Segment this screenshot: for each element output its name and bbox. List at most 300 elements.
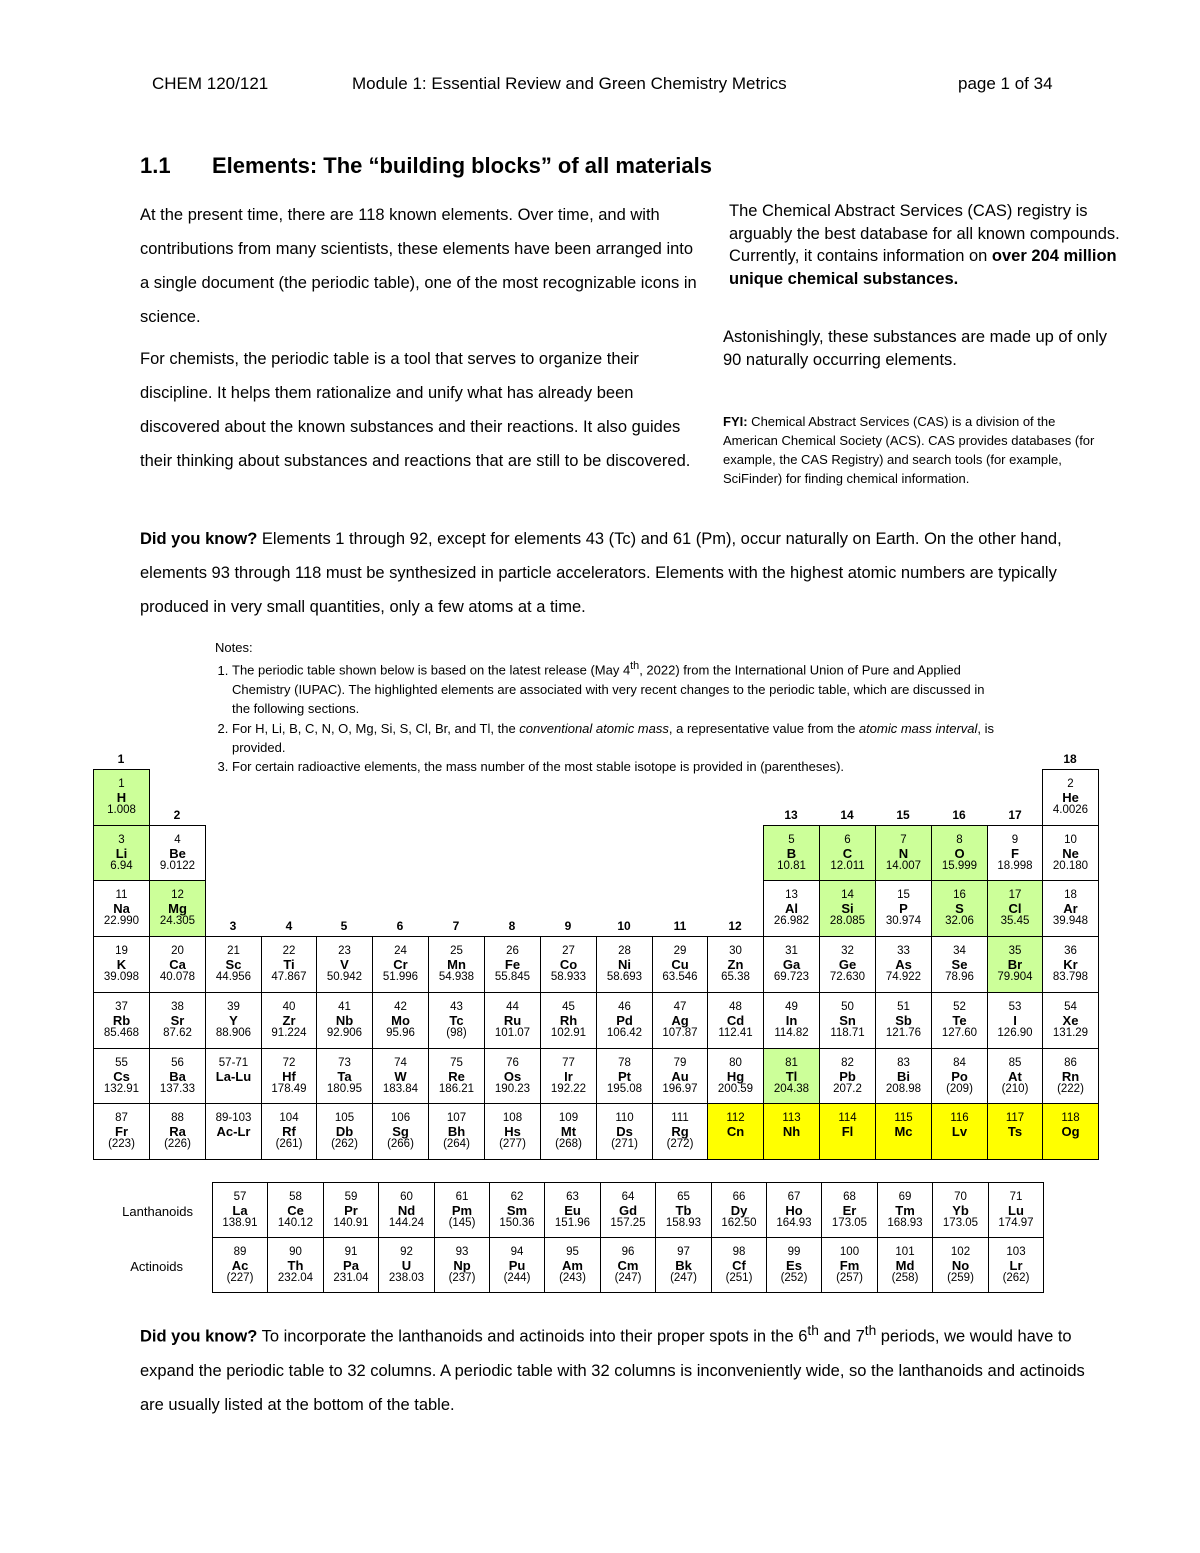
symbol: Rg <box>671 1124 689 1139</box>
element-ts <box>987 1103 1043 1160</box>
atomic-mass: 118.71 <box>830 1027 865 1039</box>
atomic-mass: (261) <box>275 1138 303 1150</box>
element-pa <box>323 1237 379 1293</box>
atomic-mass: 32.06 <box>945 915 974 927</box>
element-cr <box>372 936 429 993</box>
atomic-mass: 164.93 <box>776 1216 812 1229</box>
atomic-number: 14 <box>841 889 854 901</box>
atomic-number: 47 <box>673 1001 687 1013</box>
dyk1-label: Did you know? <box>140 530 258 548</box>
fyi-label: FYI: <box>723 414 748 429</box>
note-2-italic-2: atomic mass interval <box>858 720 978 736</box>
atomic-mass: (210) <box>1001 1082 1029 1095</box>
atomic-number: 91 <box>344 1245 358 1258</box>
atomic-number: 112 <box>726 1112 745 1124</box>
symbol: Dy <box>730 1202 748 1218</box>
atomic-mass: 28.085 <box>829 915 866 927</box>
atomic-number: 101 <box>895 1245 915 1258</box>
symbol: S <box>955 901 964 916</box>
element-at <box>987 1048 1043 1104</box>
atomic-number: 30 <box>729 945 742 957</box>
element-ga <box>763 936 820 993</box>
atomic-mass: 39.948 <box>1052 915 1089 927</box>
element-lu <box>988 1182 1044 1238</box>
symbol: Rf <box>282 1124 296 1139</box>
element-mc <box>875 1103 932 1160</box>
symbol: Ru <box>503 1013 522 1028</box>
atomic-mass: 6.94 <box>110 859 133 872</box>
atomic-mass: (209) <box>946 1082 973 1095</box>
element-lr <box>988 1237 1044 1293</box>
symbol: Bi <box>897 1068 910 1084</box>
element-ni <box>596 936 653 993</box>
atomic-mass: 9.0122 <box>159 859 196 872</box>
atomic-mass: 15.999 <box>941 859 978 872</box>
symbol: Ce <box>287 1202 304 1218</box>
atomic-number: 8 <box>956 833 963 846</box>
atomic-number: 71 <box>1009 1190 1023 1203</box>
atomic-number: 24 <box>394 945 407 957</box>
atomic-mass: 173.05 <box>942 1216 979 1229</box>
intro-paragraph: At the present time, there are 118 known elements. Over time, and with contributions from many scientists, these elements have been arranged into a single document (the periodic table), one of the most recognizable icons in science. <box>140 206 697 326</box>
symbol: Es <box>786 1257 802 1273</box>
atomic-mass: 137.33 <box>159 1082 196 1095</box>
symbol: Na <box>113 901 130 916</box>
atomic-mass <box>206 1138 261 1151</box>
element-al <box>763 880 820 937</box>
atomic-number: 41 <box>338 1001 351 1013</box>
atomic-number: 110 <box>615 1112 634 1124</box>
atomic-mass: 55.845 <box>494 971 531 983</box>
symbol: W <box>394 1068 407 1084</box>
atomic-number: 2 <box>1067 778 1074 790</box>
atomic-number: 64 <box>621 1190 635 1203</box>
element-am <box>544 1237 601 1293</box>
element-la-lu <box>205 1048 262 1104</box>
symbol: In <box>785 1013 798 1028</box>
atomic-mass: (222) <box>1057 1082 1084 1095</box>
atomic-mass: 107.87 <box>662 1027 698 1039</box>
element-fe <box>484 936 541 993</box>
atomic-mass: 92.906 <box>326 1027 363 1039</box>
element-ba <box>149 1048 206 1104</box>
atomic-number: 61 <box>455 1190 469 1203</box>
group-label-12: 12 <box>728 919 742 933</box>
atomic-number: 25 <box>450 945 463 957</box>
atomic-number: 74 <box>394 1056 407 1069</box>
symbol: Li <box>115 845 128 861</box>
atomic-number: 66 <box>732 1190 746 1203</box>
atomic-number: 60 <box>400 1190 413 1203</box>
atomic-number: 37 <box>115 1001 128 1013</box>
symbol: Sn <box>839 1013 856 1028</box>
atomic-mass: (262) <box>331 1138 358 1150</box>
element-pm <box>434 1182 490 1238</box>
symbol: Db <box>335 1124 354 1139</box>
atomic-number: 39 <box>227 1001 240 1013</box>
atomic-number: 106 <box>390 1112 411 1124</box>
atomic-number: 95 <box>566 1245 579 1258</box>
element-sr <box>149 992 206 1049</box>
atomic-number: 13 <box>785 889 798 901</box>
element-fm <box>821 1237 878 1293</box>
symbol: Bk <box>675 1257 692 1273</box>
element-nd <box>378 1182 435 1238</box>
symbol: Sm <box>506 1202 528 1218</box>
group-label-9: 9 <box>564 919 572 933</box>
note-1-text-b: , 2022) from the International Union of Pure and Applied Chemistry (IUPAC). The highlighted elements are associated with very recent changes to the periodic table, which are discussed in the following sections. <box>232 662 985 717</box>
element-ne <box>1042 825 1099 881</box>
symbol: Lu <box>1008 1202 1024 1218</box>
atomic-number: 1 <box>118 778 125 790</box>
element-rf <box>261 1103 317 1160</box>
group-label-10: 10 <box>617 919 631 933</box>
element-kr <box>1042 936 1099 993</box>
symbol: Tl <box>785 1068 798 1084</box>
atomic-number: 118 <box>1061 1112 1080 1124</box>
atomic-number: 84 <box>953 1056 966 1069</box>
group-label-4: 4 <box>285 919 293 933</box>
symbol: Xe <box>1062 1013 1079 1028</box>
atomic-number: 4 <box>174 833 181 846</box>
symbol: U <box>401 1257 412 1273</box>
atomic-number: 9 <box>1011 833 1019 846</box>
atomic-mass: (259) <box>947 1271 974 1284</box>
header-page-number: page 1 of 34 <box>958 74 1053 93</box>
atomic-number: 63 <box>566 1190 579 1203</box>
symbol: La-Lu <box>215 1068 252 1084</box>
symbol: Kr <box>1063 957 1078 972</box>
element-he <box>1042 769 1099 826</box>
symbol: Cf <box>732 1257 746 1273</box>
symbol: Sc <box>225 957 242 972</box>
symbol: Nd <box>397 1202 416 1218</box>
element-th <box>267 1237 324 1293</box>
atomic-number: 79 <box>673 1056 687 1069</box>
atomic-number: 50 <box>841 1001 854 1013</box>
symbol: La <box>232 1202 248 1218</box>
actinoids-label: Actinoids <box>130 1259 183 1274</box>
atomic-number: 104 <box>279 1112 299 1124</box>
symbol: Ac <box>231 1257 249 1273</box>
symbol: Cs <box>113 1068 130 1084</box>
atomic-number: 16 <box>953 889 966 901</box>
atomic-mass: 22.990 <box>103 915 140 927</box>
element-sn <box>819 992 876 1049</box>
element-c <box>819 825 876 881</box>
atomic-mass: 140.91 <box>333 1216 369 1229</box>
atomic-number: 85 <box>1008 1056 1022 1069</box>
symbol: Os <box>503 1068 522 1084</box>
symbol: Ti <box>283 957 295 972</box>
symbol: V <box>340 957 349 972</box>
note-2-text-b: , a representative value from the <box>668 720 859 736</box>
symbol: Tb <box>675 1202 692 1218</box>
symbol: Al <box>785 901 798 916</box>
element-lv <box>931 1103 988 1160</box>
atomic-number: 38 <box>171 1001 184 1013</box>
element-sc <box>205 936 262 993</box>
atomic-number: 103 <box>1006 1245 1026 1258</box>
atomic-mass: 238.03 <box>388 1271 425 1284</box>
element-au <box>652 1048 708 1104</box>
symbol: Rn <box>1061 1068 1080 1084</box>
symbol: Eu <box>564 1202 581 1218</box>
element-mg <box>149 880 206 937</box>
symbol: Pb <box>839 1068 856 1084</box>
element-re <box>428 1048 485 1104</box>
element-hs <box>484 1103 541 1160</box>
element-ds <box>596 1103 653 1160</box>
atomic-number: 62 <box>510 1190 524 1203</box>
note-3: 3. For certain radioactive elements, the mass number of the most stable isotope is provided in (parentheses). <box>232 757 1005 776</box>
atomic-mass: 79.904 <box>997 971 1033 983</box>
dyk2-sup-1: th <box>807 1323 819 1338</box>
lanthanoids-label: Lanthanoids <box>122 1204 193 1219</box>
atomic-mass: 35.45 <box>1000 915 1030 927</box>
atomic-number: 88 <box>171 1112 184 1124</box>
atomic-number: 26 <box>506 945 519 957</box>
dyk2-text-1: To incorporate the lanthanoids and actinoids into their proper spots in the 6 <box>257 1327 808 1346</box>
symbol: Cd <box>726 1013 745 1028</box>
atomic-mass: 39.098 <box>103 971 140 983</box>
atomic-number: 90 <box>289 1245 302 1258</box>
atomic-number: 33 <box>897 945 910 957</box>
atomic-number: 77 <box>562 1056 575 1069</box>
group-label-11: 11 <box>673 919 687 933</box>
atomic-mass: (266) <box>387 1138 414 1150</box>
symbol: Mo <box>391 1013 410 1028</box>
element-h <box>93 769 150 826</box>
element-ir <box>540 1048 597 1104</box>
element-db <box>316 1103 373 1160</box>
atomic-mass: (227) <box>226 1271 254 1284</box>
atomic-number: 11 <box>115 889 128 901</box>
symbol: Fl <box>841 1124 854 1139</box>
cas-text: The Chemical Abstract Services (CAS) registry is arguably the best database for all known compounds. Currently, it contains information on <box>729 202 1120 265</box>
symbol: Tc <box>449 1013 464 1028</box>
atomic-mass <box>708 1138 763 1151</box>
atomic-number: 7 <box>900 833 907 846</box>
atomic-number: 117 <box>1005 1112 1025 1124</box>
symbol: Zr <box>282 1013 296 1028</box>
element-pb <box>819 1048 876 1104</box>
symbol: Sr <box>170 1013 185 1028</box>
element-nb <box>316 992 373 1049</box>
element-sg <box>372 1103 429 1160</box>
element-eu <box>544 1182 601 1238</box>
atomic-mass: (247) <box>614 1271 642 1284</box>
atomic-mass: 138.91 <box>222 1216 258 1229</box>
atomic-mass: 87.62 <box>163 1027 192 1039</box>
astonishingly-paragraph: Astonishingly, these substances are made up of only 90 naturally occurring elements. <box>723 328 1108 369</box>
atomic-mass: 186.21 <box>438 1082 475 1095</box>
atomic-mass: 88.906 <box>215 1027 252 1039</box>
symbol: Hs <box>504 1124 521 1139</box>
element-u <box>378 1237 435 1293</box>
atomic-number: 21 <box>227 945 240 957</box>
atomic-number: 105 <box>334 1112 355 1124</box>
atomic-mass: (272) <box>666 1138 694 1150</box>
atomic-number: 35 <box>1008 945 1022 957</box>
symbol: C <box>842 845 853 861</box>
atomic-mass: 232.04 <box>277 1271 314 1284</box>
element-in <box>763 992 820 1049</box>
atomic-mass: 144.24 <box>388 1216 425 1229</box>
atomic-number: 43 <box>450 1001 463 1013</box>
atomic-number: 34 <box>953 945 966 957</box>
element-yb <box>932 1182 989 1238</box>
atomic-number: 78 <box>618 1056 631 1069</box>
group-label-2: 2 <box>173 808 181 822</box>
atomic-number: 89 <box>233 1245 247 1258</box>
atomic-number: 57 <box>233 1190 247 1203</box>
atomic-number: 93 <box>455 1245 469 1258</box>
atomic-number: 10 <box>1064 833 1077 846</box>
atomic-number: 3 <box>118 833 125 846</box>
atomic-mass: 174.97 <box>998 1216 1034 1229</box>
symbol: Cn <box>726 1124 745 1139</box>
element-ru <box>484 992 541 1049</box>
atomic-mass: 65.38 <box>721 971 750 983</box>
atomic-number: 67 <box>787 1190 801 1203</box>
element-rb <box>93 992 150 1049</box>
symbol: Ga <box>782 957 801 972</box>
note-1-text-a: The periodic table shown below is based on the latest release (May 4 <box>232 662 631 678</box>
atomic-mass: (244) <box>503 1271 531 1284</box>
header-course: CHEM 120/121 <box>152 74 269 93</box>
cas-end: . <box>953 269 959 288</box>
atomic-mass: (243) <box>559 1271 586 1284</box>
symbol: Pd <box>616 1013 633 1028</box>
atomic-mass: 192.22 <box>550 1082 587 1095</box>
symbol: As <box>895 957 912 972</box>
element-p <box>875 880 932 937</box>
symbol: Np <box>453 1257 471 1273</box>
symbol: Ts <box>1007 1124 1023 1139</box>
atomic-number: 92 <box>400 1245 413 1258</box>
atomic-mass: 95.96 <box>386 1027 415 1039</box>
symbol: N <box>898 845 909 861</box>
element-y <box>205 992 262 1049</box>
atomic-number: 72 <box>282 1056 296 1069</box>
element-sb <box>875 992 932 1049</box>
atomic-mass: 121.76 <box>885 1027 922 1039</box>
element-dy <box>711 1182 767 1238</box>
element-be <box>149 825 206 881</box>
atomic-number: 96 <box>621 1245 635 1258</box>
atomic-mass: 44.956 <box>215 971 252 983</box>
atomic-number: 94 <box>510 1245 524 1258</box>
element-bk <box>655 1237 712 1293</box>
element-fl <box>819 1103 876 1160</box>
element-ag <box>652 992 708 1049</box>
symbol: Fe <box>504 957 521 972</box>
atomic-number: 82 <box>841 1056 854 1069</box>
atomic-mass: 78.96 <box>945 971 974 983</box>
atomic-mass: (252) <box>780 1271 808 1284</box>
atomic-number: 73 <box>338 1056 351 1069</box>
symbol: Pu <box>508 1257 526 1273</box>
element-bh <box>428 1103 485 1160</box>
atomic-mass: (277) <box>499 1138 526 1150</box>
symbol: Yb <box>952 1202 969 1218</box>
symbol: Rh <box>559 1013 578 1028</box>
atomic-mass: 196.97 <box>662 1082 698 1095</box>
symbol: Ni <box>618 957 631 972</box>
symbol: O <box>954 845 965 861</box>
atomic-mass: 51.996 <box>382 971 419 983</box>
element-ce <box>267 1182 324 1238</box>
symbol: Md <box>895 1257 915 1273</box>
group-label-15: 15 <box>896 808 910 822</box>
atomic-mass: 50.942 <box>326 971 363 983</box>
element-nh <box>763 1103 820 1160</box>
symbol: No <box>951 1257 970 1273</box>
atomic-number: 22 <box>282 945 296 957</box>
atomic-mass: (257) <box>836 1271 863 1284</box>
symbol: Y <box>229 1013 238 1028</box>
symbol: Cr <box>393 957 408 972</box>
element-np <box>434 1237 490 1293</box>
element-gd <box>600 1182 656 1238</box>
element-sm <box>489 1182 545 1238</box>
notes-block <box>215 638 1005 776</box>
symbol: Zn <box>727 957 744 972</box>
element-ti <box>261 936 317 993</box>
element-ac <box>212 1237 268 1293</box>
symbol: Mt <box>560 1124 577 1139</box>
dyk1-text: Elements 1 through 92, except for elements 43 (Tc) and 61 (Pm), occur naturally on Earth. On the other hand, elements 93 through 118 must be synthesized in particle accelerators. Elements with the highest atomic numbers are typically produced in very small quantities, only a few atoms at a time. <box>140 530 1062 616</box>
symbol: Ir <box>564 1068 573 1084</box>
atomic-mass <box>988 1138 1042 1151</box>
section-title: Elements: The “building blocks” of all materials <box>212 153 712 178</box>
element-k <box>93 936 150 993</box>
element-te <box>931 992 988 1049</box>
symbol: Ca <box>169 957 186 972</box>
atomic-number: 57-71 <box>218 1056 249 1069</box>
atomic-mass: (237) <box>448 1271 476 1284</box>
atomic-mass: 47.867 <box>271 971 307 983</box>
atomic-mass: (98) <box>446 1027 467 1039</box>
group-label-5: 5 <box>340 919 348 933</box>
dyk2-text-3: periods, we would have to expand the periodic table to 32 columns. A periodic table with 32 columns is inconveniently wide, so the lanthanoids and actinoids are usually listed at the bottom of the table. <box>140 1327 1085 1414</box>
atomic-number: 36 <box>1064 945 1077 957</box>
atomic-number: 49 <box>785 1001 798 1013</box>
element-mt <box>540 1103 597 1160</box>
atomic-mass: 4.0026 <box>1052 804 1089 816</box>
element-na <box>93 880 150 937</box>
fyi-text: Chemical Abstract Services (CAS) is a division of the American Chemical Society (ACS). CAS provides databases (for example, the CAS Registry) and search tools (for example, SciFinder) for finding chemical information. <box>723 414 1095 486</box>
element-v <box>316 936 373 993</box>
symbol: Ba <box>169 1068 186 1084</box>
symbol: Cu <box>671 957 689 972</box>
atomic-number: 102 <box>950 1245 971 1258</box>
element-i <box>987 992 1043 1049</box>
group-label-13: 13 <box>784 808 798 822</box>
symbol: H <box>116 790 127 805</box>
atomic-number: 42 <box>394 1001 407 1013</box>
symbol: Mc <box>894 1124 913 1139</box>
header-module-title: Module 1: Essential Review and Green Chemistry Metrics <box>352 74 787 93</box>
notes-title: Notes: <box>215 640 253 655</box>
atomic-number: 83 <box>897 1056 910 1069</box>
symbol: P <box>899 901 908 916</box>
atomic-mass: (226) <box>164 1138 191 1150</box>
atomic-number: 48 <box>729 1001 742 1013</box>
atomic-number: 86 <box>1064 1056 1077 1069</box>
cas-paragraph <box>729 200 1129 290</box>
